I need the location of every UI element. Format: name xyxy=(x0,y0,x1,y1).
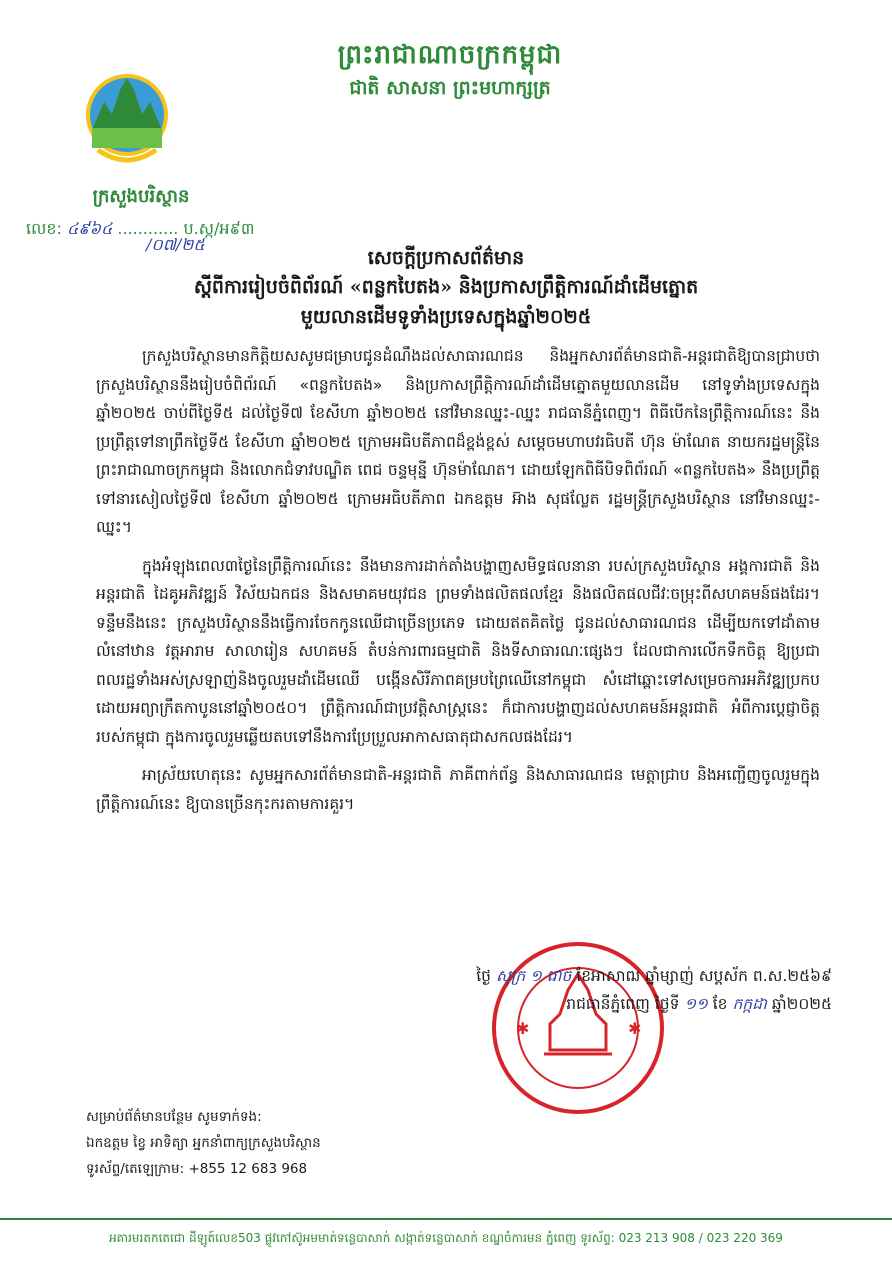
contact-intro: សម្រាប់ព័ត៌មានបន្ថែម សូមទាក់ទង: xyxy=(86,1109,262,1125)
solar-date-month: កក្កដា xyxy=(732,995,767,1013)
ministry-name: ក្រសួងបរិស្ថាន xyxy=(92,186,190,207)
paragraph-1: ក្រសួងបរិស្ថានមានកិត្តិយសសូមជម្រាបជូនដំណឹងដល់សាធារណជន និងអ្នកសារព័ត៌មានជាតិ-អន្តរជាតិឱ្យបានជ្រាបថា ក្រសួងបរិស្ថាននឹងរៀបចំពិព័រណ៍ «ពន្លកបៃតង» និងប្រកាសព្រឹត្តិការណ៍ដាំដើមត្នោតមួយលានដើម នៅទូទាំងប្រទេសក្នុងឆ្នាំ២០២៥ ចាប់ពីថ្ងៃទី៥ ដល់ថ្ងៃទី៧ ខែសីហា ឆ្នាំ២០២៥ នៅវិមានឈ្នះ-ឈ្នះ រាជធានីភ្នំពេញ។ ពិធីបើកនៃព្រឹត្តិការណ៍នេះ នឹងប្រព្រឹត្តទៅនាព្រឹកថ្ងៃទី៥ ខែសីហា ឆ្នាំ២០២៥ ក្រោមអធិបតីភាពដ៏ខ្ពង់ខ្ពស់ សម្តេចមហាបវរធិបតី ហ៊ុន ម៉ាណែត នាយករដ្ឋមន្ត្រីនៃព្រះរាជាណាចក្រកម្ពុជា និងលោកជំទាវបណ្ឌិត ពេជ ចន្ទមុន្នី ហ៊ុនម៉ាណែត។ ដោយឡែកពិធីបិទពិព័រណ៍ «ពន្លកបៃតង» នឹងប្រព្រឹត្តទៅនារសៀលថ្ងៃទី៧ ខែសីហា ឆ្នាំ២០២៥ ក្រោមអធិបតីភាព ឯកឧត្តម អ៊ាង សុផល្លែត រដ្ឋមន្ត្រីក្រសួងបរិស្ថាន នៅវិមានឈ្នះ-ឈ្នះ។ xyxy=(96,347,820,536)
solar-date-year: ឆ្នាំ២០២៥ xyxy=(771,995,832,1013)
svg-text:✱: ✱ xyxy=(516,1019,530,1038)
paragraph-3: អាស្រ័យហេតុនេះ សូមអ្នកសារព័ត៌មានជាតិ-អន្តរជាតិ ភាគីពាក់ព័ន្ធ និងសាធារណជន មេត្តាជ្រាប និងអញ្ជើញចូលរួមក្នុងព្រឹត្តិការណ៍នេះ ឱ្យបានច្រើនកុះករតាមការគួរ។ xyxy=(96,766,820,813)
lunar-date-prefix: ថ្ងៃ xyxy=(476,967,492,985)
svg-text:✱: ✱ xyxy=(628,1019,642,1038)
date-line xyxy=(392,962,832,1018)
ref-second: /០៧/២៥ xyxy=(146,235,205,254)
body-text xyxy=(96,342,820,828)
document-title: សេចក្តីប្រកាសព័ត៌មាន xyxy=(367,247,525,269)
kingdom-heading: ព្រះរាជាណាចក្រកម្ពុជា xyxy=(337,40,563,70)
reference-number: លេខ: ៤៩៦៤ ............ ប.ស្ក/អ៩៣ /០៧/២៥ xyxy=(26,218,326,242)
paragraph-2: ក្នុងអំឡុងពេល៣ថ្ងៃនៃព្រឹត្តិការណ៍នេះ នឹងមានការដាក់តាំងបង្ហាញសមិទ្ធផលនានា របស់ក្រសួងបរិស្ថាន អង្គការជាតិ និងអន្តរជាតិ ដៃគូអភិវឌ្ឍន៍ វិស័យឯកជន និងសមាគមយុវជន ព្រមទាំងផលិតផលខ្មែរ និងផលិតផលជីវៈចម្រុះពីសហគមន៍ផងដែរ។ ទន្ទឹមនឹងនេះ ក្រសួងបរិស្ថាននឹងធ្វើការចែកកូនឈើជាច្រើនប្រភេទ ដោយឥតគិតថ្លៃ ជូនដល់សាធារណជន ដើម្បីយកទៅដាំតាមលំនៅឋាន វត្តអារាម សាលារៀន សហគមន៍ តំបន់ការពារធម្មជាតិ និងទីសាធារណៈផ្សេងៗ ដែលជាការលើកទឹកចិត្ត ឱ្យប្រជាពលរដ្ឋទាំងអស់ស្រឡាញ់និងចូលរួមដាំដើមឈើ បង្កើនសិរីភាពគម្របព្រៃឈើនៅកម្ពុជា សំដៅឆ្ពោះទៅសម្រេចការអភិវឌ្ឍប្រកបដោយអព្យាក្រឹតកាបូននៅឆ្នាំ២០៥០។ ព្រឹត្តិការណ៍ជាប្រវត្តិសាស្ត្រនេះ ក៏ជាការបង្ហាញដល់សហគមន៍អន្តរជាតិ អំពីការប្តេជ្ញាចិត្តរបស់កម្ពុជា ក្នុងការចូលរួមឆ្លើយតបទៅនឹងការប្រែប្រួលអាកាសធាតុជាសកលផងដែរ។ xyxy=(96,556,820,746)
solar-date-month-label: ខែ xyxy=(712,995,728,1013)
ref-label: លេខ: xyxy=(26,219,62,238)
contact-phone: ទូរស័ព្ទ/តេឡេក្រាម: +855 12 683 968 xyxy=(86,1161,308,1177)
lunar-date-handwritten: សុក្រ ១ រោច xyxy=(495,967,572,985)
footer-address: អគារមរតកតេជោ ដីឡូត៍លេខ503 ផ្លូវកៅស៊ូអមមាត់ទន្លេបាសាក់ សង្កាត់ទន្លេបាសាក់ ខណ្ឌចំការមន ភ្នំពេញ ទូរស័ព្ទ: 023 213 908 / 023 220 369 xyxy=(109,1231,783,1245)
document-subtitle-2: មួយលានដើមទូទាំងប្រទេសក្នុងឆ្នាំ២០២៥ xyxy=(300,306,592,328)
national-motto: ជាតិ សាសនា ព្រះមហាក្សត្រ xyxy=(349,77,551,99)
lunar-date xyxy=(392,962,832,990)
document-subtitle-1: ស្តីពីការរៀបចំពិព័រណ៍ «ពន្លកបៃតង» និងប្រកាសព្រឹត្តិការណ៍ដាំដើមត្នោត xyxy=(193,276,699,298)
solar-date xyxy=(392,990,832,1018)
ref-handwritten: ៤៩៦៤ xyxy=(66,219,113,238)
lunar-date-suffix: ខែអាសាឍ ឆ្នាំម្សាញ់ សប្តស័ក ព.ស.២៥៦៩ xyxy=(576,967,832,985)
footer-divider xyxy=(0,1218,892,1220)
title-block xyxy=(100,244,792,332)
solar-date-day: ១១ xyxy=(684,995,708,1013)
contact-info xyxy=(86,1104,486,1182)
ministry-logo xyxy=(84,72,170,170)
solar-date-prefix: រាជធានីភ្នំពេញ ថ្ងៃទី xyxy=(566,995,680,1013)
contact-person: ឯកឧត្តម ខ្វៃ អាទិត្យា អ្នកនាំពាក្យក្រសួងបរិស្ថាន xyxy=(86,1135,321,1151)
ref-suffix: ប.ស្ក/អ៩៣ xyxy=(183,219,255,238)
